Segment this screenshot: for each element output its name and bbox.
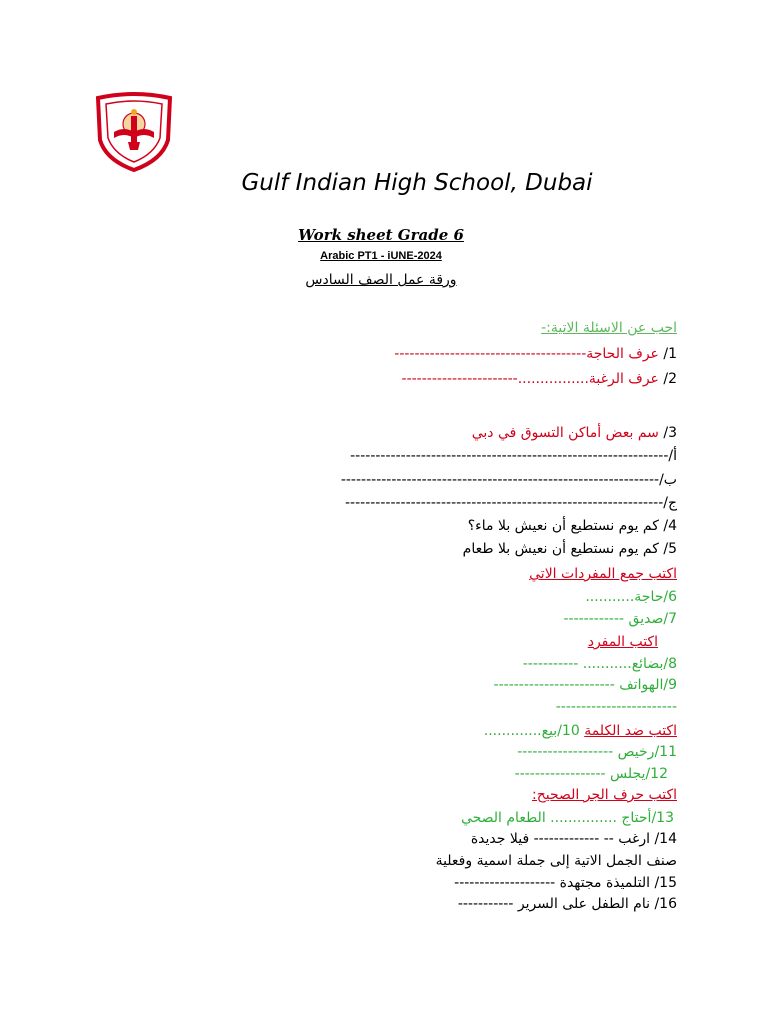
question-text: عرف الحاجة-------------------------------------- xyxy=(394,346,664,362)
section-opposite xyxy=(484,723,677,739)
answer-line-c: ج/--------------------------------------------------------------- xyxy=(344,495,677,511)
question-number: 1/ xyxy=(663,346,677,362)
question-7: 7/صديق ------------ xyxy=(563,611,677,627)
question-5: 5/ كم يوم نستطيع أن نعيش بلا طعام xyxy=(462,541,677,557)
question-2 xyxy=(402,371,677,387)
question-15: 15/ التلميذة مجتهدة -------------------- xyxy=(454,875,677,891)
question-text: سم بعض أماكن التسوق في دبي xyxy=(471,425,664,441)
answer-line: ------------------------ xyxy=(555,699,677,715)
answer-line-b: ب/--------------------------------------------------------------- xyxy=(340,472,677,488)
question-8: 8/بضائع........... ----------- xyxy=(522,656,677,672)
question-text: عرف الرغبة................----------------------- xyxy=(401,371,664,387)
section-opposite-title: اكتب ضد الكلمة xyxy=(584,723,677,739)
question-6: 6/حاجة........... xyxy=(585,589,677,605)
instruction-answer-questions: احب عن الاسئلة الاتية:- xyxy=(541,320,677,336)
school-name: Gulf Indian High School, Dubai xyxy=(241,170,593,196)
question-13: 13/أحتاج ............... الطعام الصحي xyxy=(460,810,674,826)
question-1 xyxy=(394,346,677,362)
section-plural: اكتب جمع المفردات الاتي xyxy=(529,566,677,582)
question-11: 11/رخيص ------------------- xyxy=(517,744,677,760)
worksheet-subtitle: Arabic PT1 - iUNE-2024 xyxy=(320,250,442,262)
question-number: 2/ xyxy=(663,371,677,387)
question-14: 14/ ارغب -- ------------- فيلا جديدة xyxy=(470,831,677,847)
section-classify: صنف الجمل الاتية إلى جملة اسمية وفعلية xyxy=(435,853,677,869)
question-3 xyxy=(472,425,677,441)
answer-line-a: أ/--------------------------------------------------------------- xyxy=(350,448,677,464)
question-16: 16/ نام الطفل على السرير ----------- xyxy=(457,896,677,912)
question-9: 9/الهواتف ------------------------ xyxy=(493,677,677,693)
school-logo xyxy=(92,92,176,172)
question-number: 3/ xyxy=(663,425,677,441)
question-10: 10/بيع............. xyxy=(483,723,585,739)
question-12: 12/يجلس ------------------ xyxy=(514,766,668,782)
section-preposition: اكتب حرف الجر الصحيح: xyxy=(532,787,677,803)
worksheet-arabic-title: ورقة عمل الصف السادس xyxy=(305,272,457,288)
section-singular: اكتب المفرد xyxy=(587,634,658,650)
question-4: 4/ كم يوم نستطيع أن نعيش بلا ماء؟ xyxy=(467,518,677,534)
worksheet-title: Work sheet Grade 6 xyxy=(298,226,464,244)
